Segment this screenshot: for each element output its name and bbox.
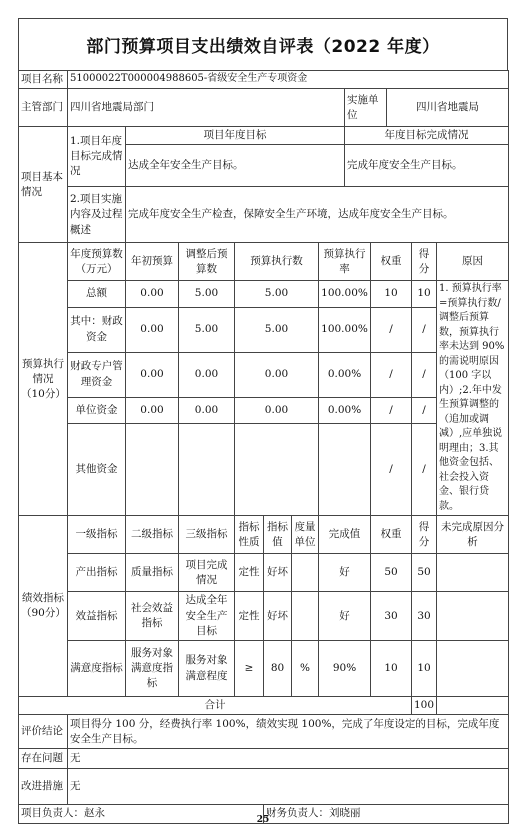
budget-row-executed: 5.00: [235, 307, 319, 352]
budget-row-executed: 0.00: [235, 397, 319, 423]
self-evaluation-table: [18, 70, 509, 824]
budget-row-name: 财政专户管理资金: [68, 352, 126, 397]
budget-row: [19, 281, 509, 307]
budget-row-initial: [126, 423, 179, 516]
conclusion-label: 评价结论: [19, 715, 68, 749]
perf-label: 绩效指标（90分）: [19, 516, 68, 697]
budget-row-rate: [319, 423, 371, 516]
perf-level2: 质量指标: [126, 554, 179, 592]
budget-row-executed: [235, 423, 319, 516]
perf-header-8: 权重: [371, 516, 412, 554]
perf-done: 90%: [319, 641, 371, 697]
row-issues: [19, 749, 509, 769]
budget-row-weight: /: [371, 397, 412, 423]
perf-reason: [437, 641, 509, 697]
budget-row-adjusted: 5.00: [179, 281, 235, 307]
perf-score: 50: [412, 554, 437, 592]
total-label: 合计: [19, 697, 412, 715]
perf-value: 80: [264, 641, 292, 697]
perf-nature: 定性: [235, 592, 264, 641]
perf-row: [19, 641, 509, 697]
perf-nature: ≥: [235, 641, 264, 697]
budget-row: [19, 352, 509, 397]
department-value: 四川省地震局部门: [68, 89, 345, 127]
perf-value: 好坏: [264, 592, 292, 641]
row-conclusion: [19, 715, 509, 749]
row-project-name: [19, 71, 509, 89]
goal-text: 达成全年安全生产目标。: [126, 145, 345, 187]
project-lead-label: 项目负责人：: [21, 807, 84, 820]
total-empty: [437, 697, 509, 715]
perf-level1: 产出指标: [68, 554, 126, 592]
perf-done: 好: [319, 592, 371, 641]
perf-score: 30: [412, 592, 437, 641]
perf-unit: [292, 554, 319, 592]
impl-unit-label: 实施单位: [345, 89, 387, 127]
perf-nature: 定性: [235, 554, 264, 592]
perf-header-10: 未完成原因分析: [437, 516, 509, 554]
budget-row-initial: 0.00: [126, 281, 179, 307]
perf-score: 10: [412, 641, 437, 697]
budget-row-score: 10: [412, 281, 437, 307]
budget-row-rate: 0.00%: [319, 397, 371, 423]
budget-row-score: /: [412, 352, 437, 397]
improve-text: 无: [68, 769, 509, 805]
goal-done-header: 年度目标完成情况: [345, 127, 509, 145]
perf-header-1: 一级指标: [68, 516, 126, 554]
row-perf-header: [19, 516, 509, 554]
budget-row-name: 其他资金: [68, 423, 126, 516]
budget-header-3: 调整后预算数: [179, 243, 235, 281]
budget-row-weight: /: [371, 307, 412, 352]
issues-label: 存在问题: [19, 749, 68, 769]
budget-row-executed: 5.00: [235, 281, 319, 307]
impl-unit-value: 四川省地震局: [387, 89, 509, 127]
perf-header-4: 指标性质: [235, 516, 264, 554]
perf-level3: 服务对象满意程度: [179, 641, 235, 697]
budget-row-weight: /: [371, 352, 412, 397]
improve-label: 改进措施: [19, 769, 68, 805]
budget-row-rate: 0.00%: [319, 352, 371, 397]
finance-lead-name: 刘晓丽: [329, 807, 361, 820]
perf-header-2: 二级指标: [126, 516, 179, 554]
budget-reason: 1. 预算执行率=预算执行数/调整后预算数，预算执行率未达到 90%的需说明原因（100 字以内）;2.年中发生预算调整的（追加或调减）,应单独说明理由；3.其他资金包括、社会投入资金、银行贷款。: [437, 281, 509, 516]
row-goal-header: [19, 127, 509, 145]
budget-header-2: 年初预算: [126, 243, 179, 281]
goal-header: 项目年度目标: [126, 127, 345, 145]
perf-unit: [292, 592, 319, 641]
project-name-value: 51000022T000004988605-省级安全生产专项资金: [68, 71, 509, 89]
budget-row-rate: 100.00%: [319, 307, 371, 352]
perf-weight: 50: [371, 554, 412, 592]
goal-label: 1.项目年度目标完成情况: [68, 127, 126, 187]
perf-header-6: 度量单位: [292, 516, 319, 554]
project-name-label: 项目名称: [19, 71, 68, 89]
conclusion-text: 项目得分 100 分，经费执行率 100%，绩效实现 100%，完成了年度设定的目标，完成年度安全生产目标。: [68, 715, 509, 749]
perf-level1: 满意度指标: [68, 641, 126, 697]
perf-done: 好: [319, 554, 371, 592]
budget-header-5: 预算执行率: [319, 243, 371, 281]
perf-level3: 达成全年安全生产目标: [179, 592, 235, 641]
impl-label: 2.项目实施内容及过程概述: [68, 187, 126, 243]
budget-row-initial: 0.00: [126, 352, 179, 397]
perf-header-3: 三级指标: [179, 516, 235, 554]
budget-row-score: /: [412, 397, 437, 423]
budget-row-score: /: [412, 307, 437, 352]
basic-info-label: 项目基本情况: [19, 127, 68, 243]
perf-value: 好坏: [264, 554, 292, 592]
budget-row-initial: 0.00: [126, 397, 179, 423]
budget-row-initial: 0.00: [126, 307, 179, 352]
issues-text: 无: [68, 749, 509, 769]
row-budget-header: [19, 243, 509, 281]
budget-header-4: 预算执行数: [235, 243, 319, 281]
perf-level2: 服务对象满意度指标: [126, 641, 179, 697]
budget-row-name: 总额: [68, 281, 126, 307]
perf-reason: [437, 554, 509, 592]
goal-done-text: 完成年度安全生产目标。: [345, 145, 509, 187]
budget-row-weight: /: [371, 423, 412, 516]
budget-row-score: /: [412, 423, 437, 516]
perf-reason: [437, 592, 509, 641]
row-impl: [19, 187, 509, 243]
page-number: 25: [256, 815, 270, 825]
budget-row-weight: 10: [371, 281, 412, 307]
page-title: 部门预算项目支出绩效自评表（2022 年度）: [18, 18, 508, 70]
budget-row: [19, 397, 509, 423]
perf-header-7: 完成值: [319, 516, 371, 554]
row-department: [19, 89, 509, 127]
impl-text: 完成年度安全生产检查，保障安全生产环境，达成年度安全生产目标。: [126, 187, 509, 243]
budget-header-6: 权重: [371, 243, 412, 281]
row-total: [19, 697, 509, 715]
finance-lead-label: 财务负责人：: [266, 807, 329, 820]
perf-header-9: 得分: [412, 516, 437, 554]
budget-header-8: 原因: [437, 243, 509, 281]
budget-header-7: 得分: [412, 243, 437, 281]
perf-row: [19, 592, 509, 641]
budget-row-adjusted: 0.00: [179, 397, 235, 423]
budget-label: 预算执行情况（10分）: [19, 243, 68, 516]
row-improve: [19, 769, 509, 805]
perf-level2: 社会效益指标: [126, 592, 179, 641]
total-score: 100: [412, 697, 437, 715]
perf-weight: 30: [371, 592, 412, 641]
perf-unit: %: [292, 641, 319, 697]
perf-level1: 效益指标: [68, 592, 126, 641]
perf-level3: 项目完成情况: [179, 554, 235, 592]
budget-row-rate: 100.00%: [319, 281, 371, 307]
budget-row-adjusted: 5.00: [179, 307, 235, 352]
budget-row-adjusted: 0.00: [179, 352, 235, 397]
department-label: 主管部门: [19, 89, 68, 127]
budget-header-1: 年度预算数（万元）: [68, 243, 126, 281]
perf-row: [19, 554, 509, 592]
perf-header-5: 指标值: [264, 516, 292, 554]
budget-row: [19, 423, 509, 516]
budget-row-name: 单位资金: [68, 397, 126, 423]
project-lead-name: 赵永: [84, 807, 105, 820]
budget-row-executed: 0.00: [235, 352, 319, 397]
budget-row-name: 其中：财政资金: [68, 307, 126, 352]
budget-row: [19, 307, 509, 352]
budget-row-adjusted: [179, 423, 235, 516]
perf-weight: 10: [371, 641, 412, 697]
